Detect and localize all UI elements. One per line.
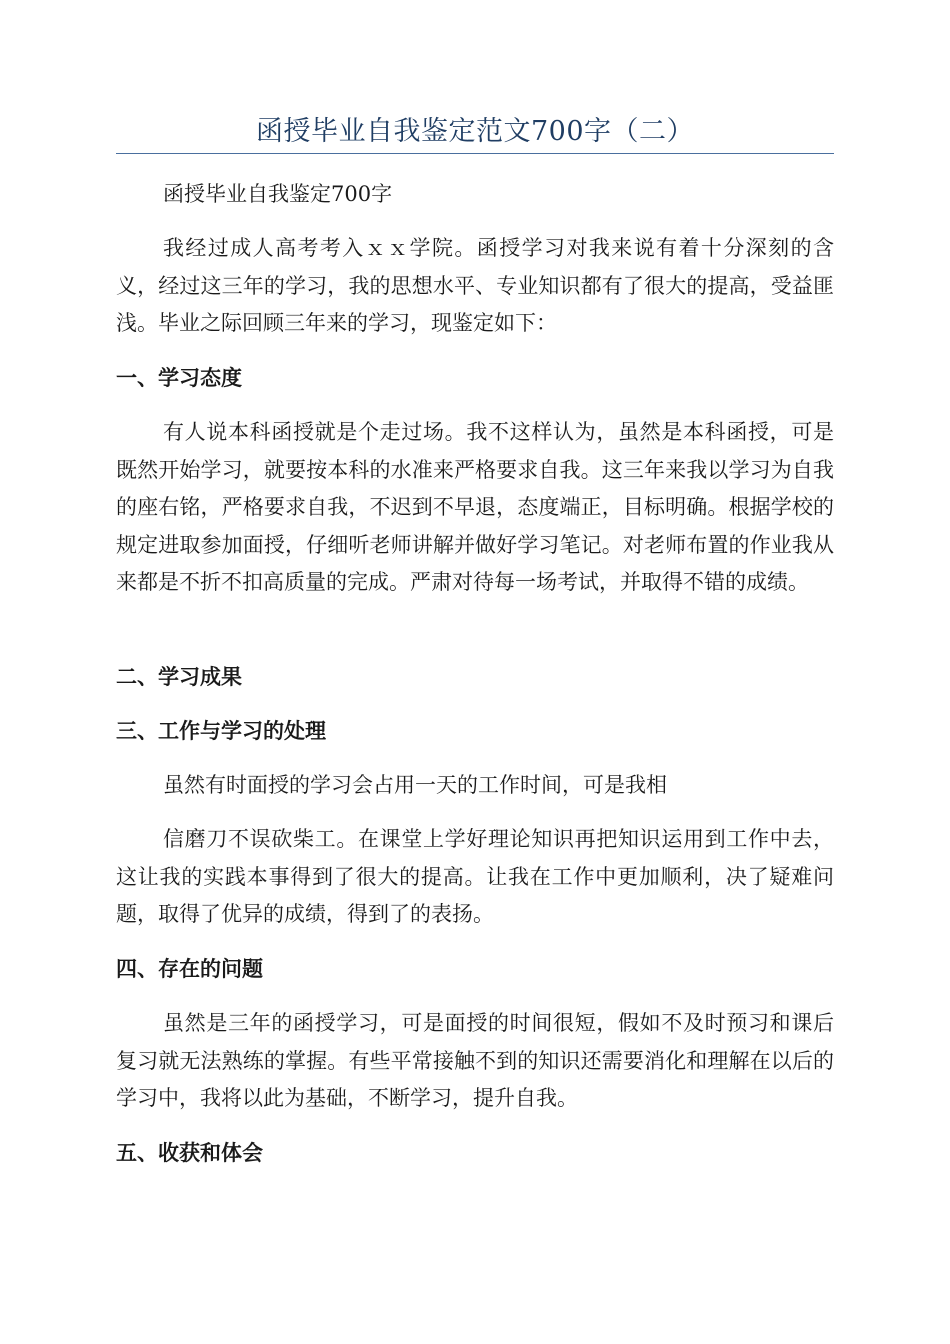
section-paragraph-problems: 虽然是三年的函授学习，可是面授的时间很短，假如不及时预习和课后复习就无法熟练的掌握。有些平常接触不到的知识还需要消化和理解在以后的学习中，我将以此为基础，不断学习，提升自我。 — [116, 1011, 834, 1110]
document-subtitle: 函授毕业自我鉴定700字 — [163, 182, 393, 206]
section-heading-problems: 四、存在的问题 — [116, 957, 263, 981]
title-underline — [116, 153, 834, 154]
section-heading-results: 二、学习成果 — [116, 665, 242, 689]
section-paragraph-work-study-1: 虽然有时面授的学习会占用一天的工作时间，可是我相 — [163, 773, 667, 797]
section-heading-work-study: 三、工作与学习的处理 — [116, 719, 326, 743]
section-heading-attitude: 一、学习态度 — [116, 366, 242, 390]
intro-paragraph: 我经过成人高考考入ｘｘ学院。函授学习对我来说有着十分深刻的含义，经过这三年的学习，我的思想水平、专业知识都有了很大的提高，受益匪浅。毕业之际回顾三年来的学习，现鉴定如下： — [116, 236, 834, 335]
section-paragraph-attitude: 有人说本科函授就是个走过场。我不这样认为，虽然是本科函授，可是既然开始学习，就要按本科的水准来严格要求自我。这三年来我以学习为自我的座右铭，严格要求自我，不迟到不早退，态度端正，目标明确。根据学校的规定进取参加面授，仔细听老师讲解并做好学习笔记。对老师布置的作业我从来都是不折不扣高质量的完成。严肃对待每一场考试，并取得不错的成绩。 — [116, 420, 834, 594]
document-page — [116, 0, 834, 1344]
section-heading-gains: 五、收获和体会 — [116, 1141, 263, 1165]
section-paragraph-work-study-2: 信磨刀不误砍柴工。在课堂上学好理论知识再把知识运用到工作中去，这让我的实践本事得到了很大的提高。让我在工作中更加顺利，决了疑难问题，取得了优异的成绩，得到了的表扬。 — [116, 827, 834, 926]
document-title: 函授毕业自我鉴定范文700字（二） — [255, 116, 695, 147]
